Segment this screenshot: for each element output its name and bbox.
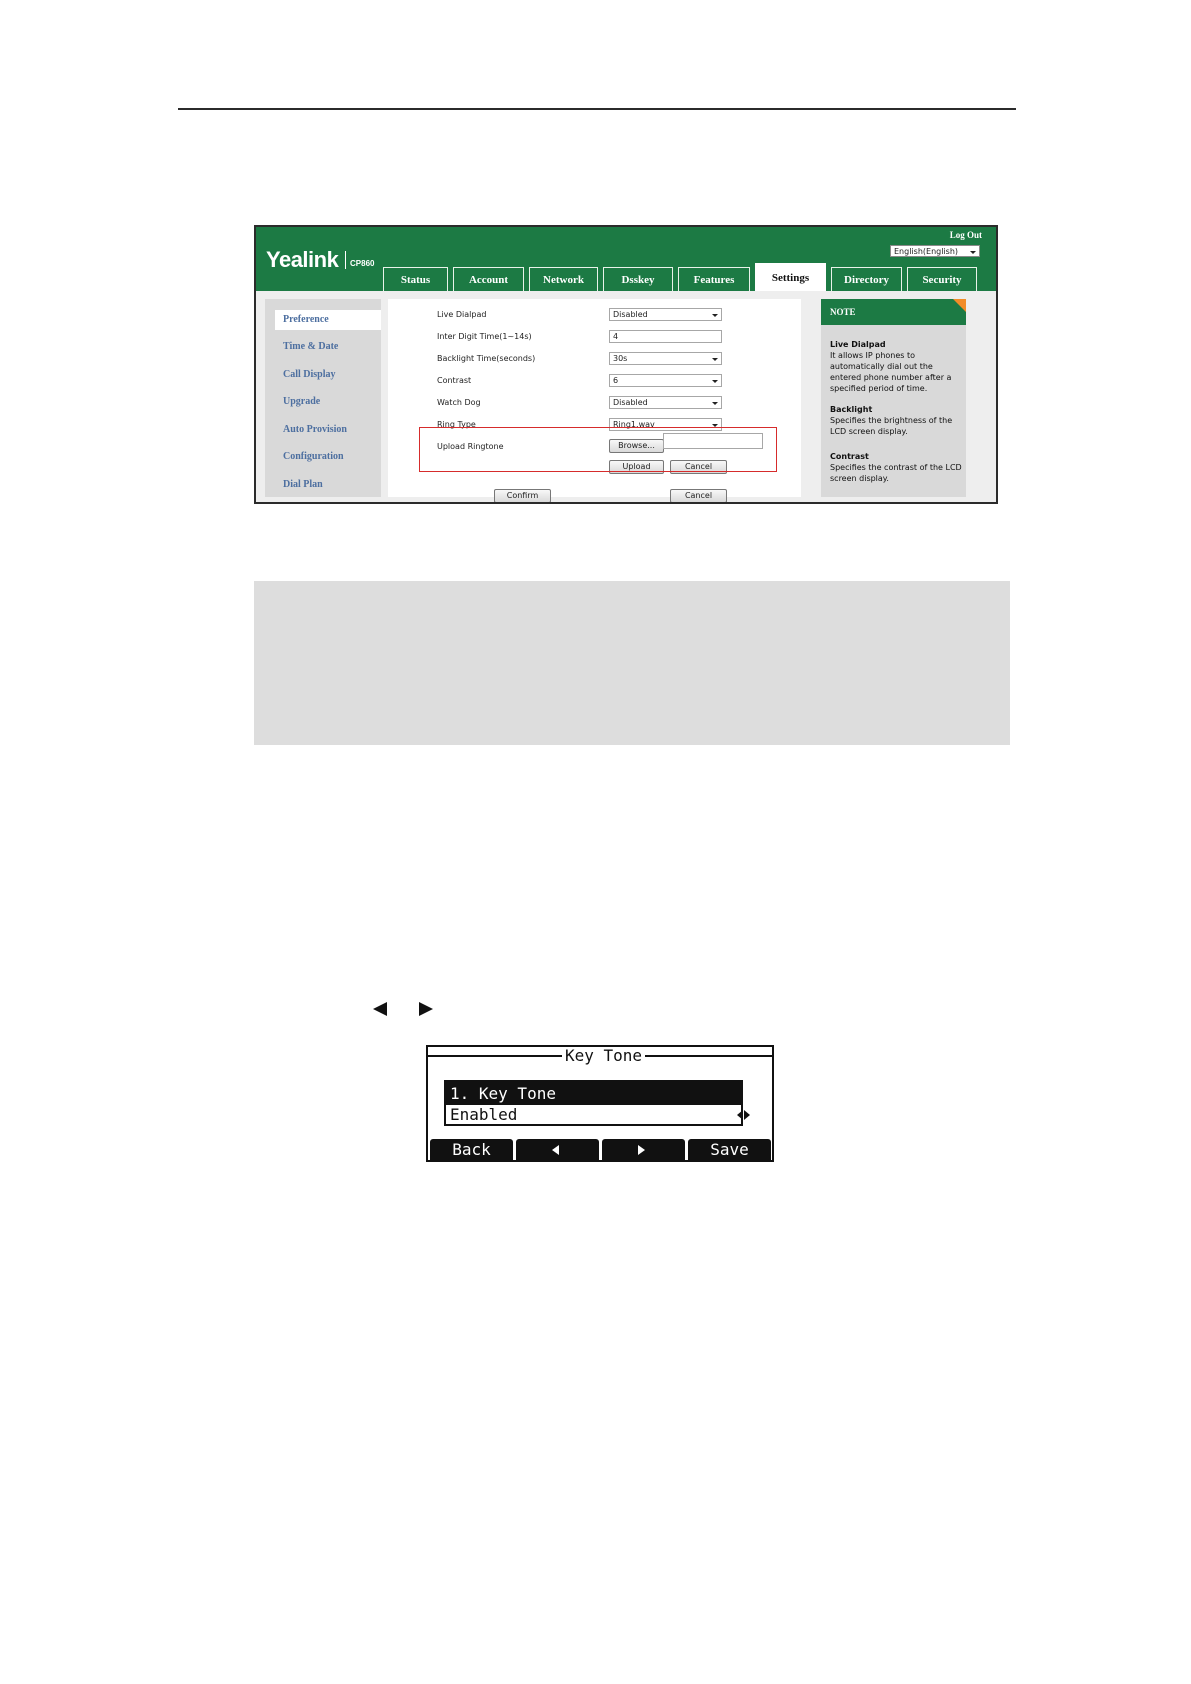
right-arrow-icon <box>638 1145 645 1155</box>
note-text: It allows IP phones to automatically dial out the entered phone number after a specified period of time. <box>830 351 952 393</box>
tab-directory[interactable]: Directory <box>831 267 902 291</box>
watch-dog-select[interactable] <box>609 396 722 409</box>
note-heading: Live Dialpad <box>830 340 886 349</box>
nav-auto-provision[interactable]: Auto Provision <box>283 424 347 435</box>
chevron-down-icon <box>970 251 976 254</box>
language-value: English(English) <box>894 247 959 256</box>
field-label: Ring Type <box>437 420 476 429</box>
small-right-arrow-icon <box>744 1110 750 1120</box>
tab-status[interactable]: Status <box>383 267 448 291</box>
field-label: Contrast <box>437 376 472 385</box>
back-softkey[interactable]: Back <box>430 1139 513 1160</box>
logout-link[interactable]: Log Out <box>949 230 982 240</box>
tab-network[interactable]: Network <box>529 267 598 291</box>
contrast-select[interactable] <box>609 374 722 387</box>
left-nav <box>265 299 381 497</box>
browse-button[interactable]: Browse... <box>609 439 664 453</box>
chevron-down-icon <box>712 358 718 361</box>
model-name: CP860 <box>350 259 375 268</box>
field-value: 6 <box>613 376 619 385</box>
field-label: Backlight Time(seconds) <box>437 354 536 363</box>
nav-configuration[interactable]: Configuration <box>283 451 344 462</box>
save-softkey[interactable]: Save <box>688 1139 771 1160</box>
note-fold-icon <box>953 299 966 312</box>
lcd-selected-item[interactable]: 1. Key Tone <box>446 1082 741 1105</box>
field-value: Disabled <box>613 398 648 407</box>
field-value: Ring1.wav <box>613 420 655 429</box>
upload-ringtone-label: Upload Ringtone <box>437 442 504 451</box>
chevron-down-icon <box>712 314 718 317</box>
left-softkey[interactable] <box>516 1139 599 1160</box>
right-arrow-icon <box>419 1002 433 1016</box>
lcd-value: Enabled <box>450 1105 518 1124</box>
field-label: Inter Digit Time(1~14s) <box>437 332 532 341</box>
web-header <box>256 227 996 291</box>
logo-divider <box>345 251 346 269</box>
tab-settings[interactable]: Settings <box>755 263 826 291</box>
tab-features[interactable]: Features <box>678 267 750 291</box>
note-heading: Contrast <box>830 452 869 461</box>
nav-dial-plan[interactable]: Dial Plan <box>283 479 323 490</box>
small-left-arrow-icon <box>737 1110 743 1120</box>
softkey-bar <box>428 1139 772 1160</box>
cancel-button[interactable]: Cancel <box>670 489 727 503</box>
tab-dsskey[interactable]: Dsskey <box>603 267 673 291</box>
note-band <box>254 581 1010 745</box>
brand-logo: Yealink <box>266 247 339 272</box>
field-value: 30s <box>613 354 628 363</box>
note-text: Specifies the brightness of the LCD screen display. <box>830 416 953 436</box>
nav-call-display[interactable]: Call Display <box>283 369 336 380</box>
file-name-display <box>663 433 763 449</box>
lcd-list <box>444 1080 743 1126</box>
live-dialpad-select[interactable] <box>609 308 722 321</box>
field-label: Watch Dog <box>437 398 481 407</box>
tab-security[interactable]: Security <box>907 267 977 291</box>
chevron-down-icon <box>712 380 718 383</box>
note-text: Specifies the contrast of the LCD screen display. <box>830 463 962 483</box>
lcd-title: Key Tone <box>562 1047 645 1065</box>
note-heading: Backlight <box>830 405 873 414</box>
note-panel <box>821 299 966 497</box>
field-value: 4 <box>613 332 619 341</box>
header-rule <box>178 108 1016 110</box>
confirm-button[interactable]: Confirm <box>494 489 551 503</box>
backlight-time-select[interactable] <box>609 352 722 365</box>
inter-digit-time-input[interactable] <box>609 330 722 343</box>
upload-button[interactable]: Upload <box>609 460 664 474</box>
nav-time-date[interactable]: Time & Date <box>283 341 339 352</box>
language-select[interactable] <box>890 245 980 257</box>
nav-upgrade[interactable]: Upgrade <box>283 396 321 407</box>
field-label: Live Dialpad <box>437 310 487 319</box>
note-title: NOTE <box>821 299 966 325</box>
chevron-down-icon <box>712 402 718 405</box>
left-arrow-icon <box>552 1145 559 1155</box>
tab-account[interactable]: Account <box>453 267 524 291</box>
left-arrow-icon <box>373 1002 387 1016</box>
upload-cancel-button[interactable]: Cancel <box>670 460 727 474</box>
nav-preference[interactable]: Preference <box>275 310 381 330</box>
right-softkey[interactable] <box>602 1139 685 1160</box>
phone-lcd-screen <box>426 1045 774 1162</box>
field-value: Disabled <box>613 310 648 319</box>
